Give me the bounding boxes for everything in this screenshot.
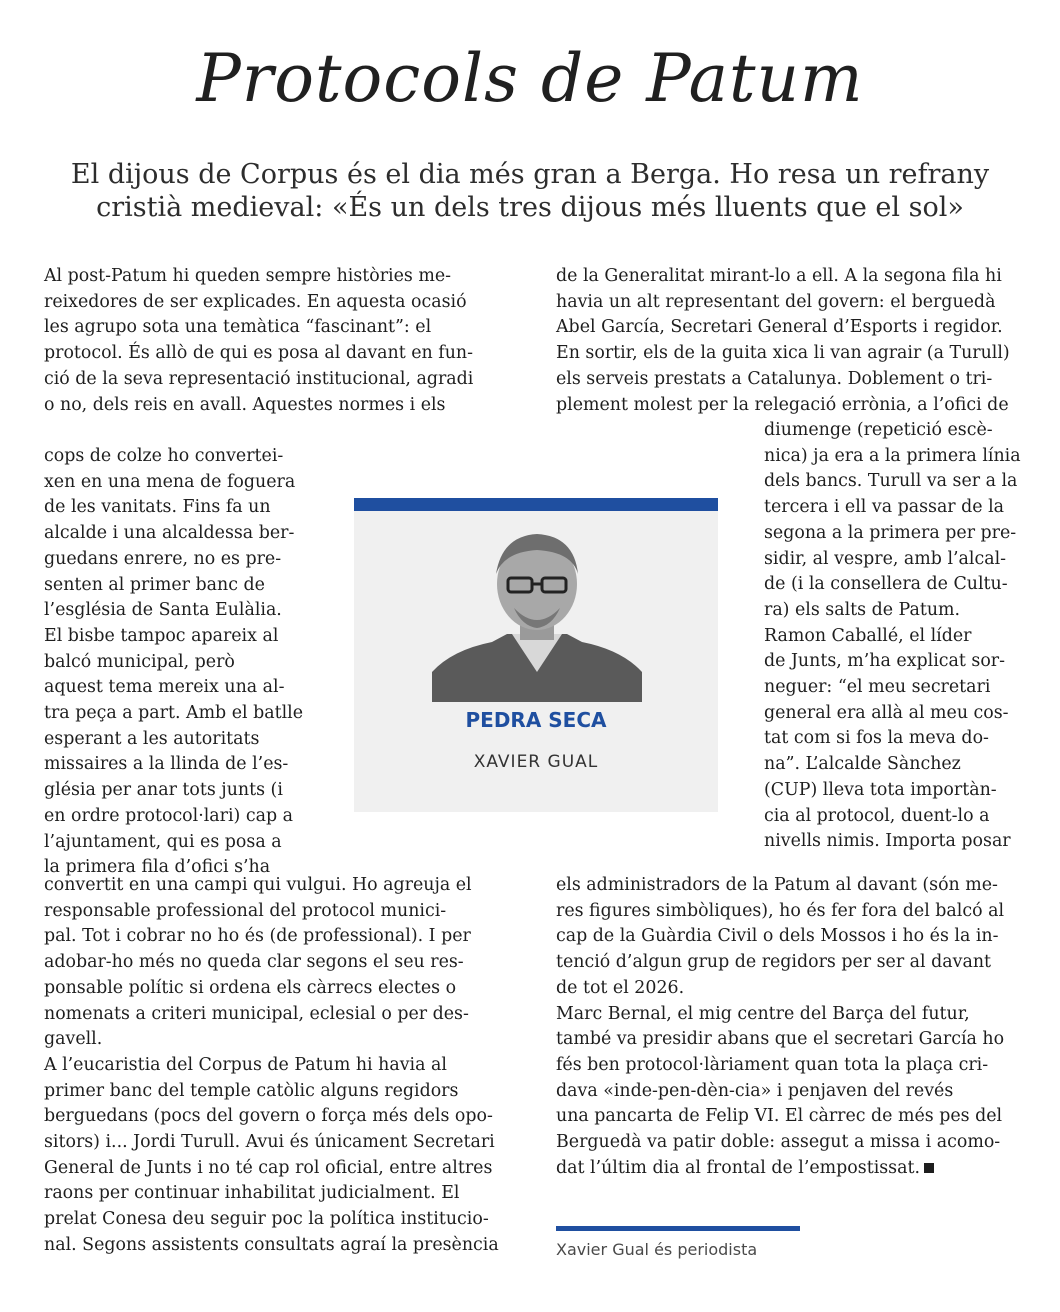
columnist-box xyxy=(354,498,718,812)
text-line: glésia per anar tots junts (i xyxy=(44,780,283,801)
text-line: ponsable polític si ordena els càrrecs electes o xyxy=(44,977,457,998)
text-line: Abel García, Secretari General d’Esports i regidor. xyxy=(556,317,1003,338)
text-line: de Junts, m’ha explicat sor- xyxy=(764,651,1005,672)
text-line: nomenats a criteri municipal, eclesial o per des- xyxy=(44,1003,469,1024)
text-line: tercera i ell va passar de la xyxy=(764,497,1005,518)
text-line: xen en una mena de foguera xyxy=(44,471,296,492)
footer-rule xyxy=(556,1226,800,1231)
text-line: tra peça a part. Amb el batlle xyxy=(44,703,304,724)
text-line: General de Junts i no té cap rol oficial, entre altres xyxy=(44,1157,493,1178)
text-line: sidir, al vespre, amb l’alcal- xyxy=(764,548,1007,569)
text-line: Marc Bernal, el mig centre del Barça del futur, xyxy=(556,1003,970,1024)
text-line: El bisbe tampoc apareix al xyxy=(44,625,279,646)
text-line: nivells nimis. Importa posar xyxy=(764,831,1011,852)
text-line: nal. Segons assistents consultats agraí la presència xyxy=(44,1234,499,1255)
text-line: cia al protocol, duent-lo a xyxy=(764,805,990,826)
text-line: de la Generalitat mirant-lo a ell. A la segona fila hi xyxy=(556,266,1002,286)
text-line: responsable professional del protocol munici- xyxy=(44,900,447,921)
column-2-wrap xyxy=(764,418,1021,855)
text-line: Ramon Caballé, el líder xyxy=(764,625,972,646)
text-line: segona a la primera per pre- xyxy=(764,522,1017,543)
text-line: una pancarta de Felip VI. El càrrec de més pes del xyxy=(556,1106,1003,1127)
column-1-wrap xyxy=(44,444,303,881)
text-line: gavell. xyxy=(44,1029,103,1050)
text-line: convertit en una campi qui vulgui. Ho agreuja el xyxy=(44,875,472,895)
text-line: reixedores de ser explicades. En aquesta ocasió xyxy=(44,291,467,312)
text-line: ra) els salts de Patum. xyxy=(764,599,961,620)
author-note: Xavier Gual és periodista xyxy=(556,1240,758,1259)
text-line: na”. L’alcalde Sànchez xyxy=(764,754,961,775)
text-line: missaires a la llinda de l’es- xyxy=(44,754,289,775)
text-line: de les vanitats. Fins fa un xyxy=(44,497,271,518)
text-line: diumenge (repetició escè- xyxy=(764,420,993,440)
text-line: dels bancs. Turull va ser a la xyxy=(764,471,1018,492)
text-line: havia un alt representant del govern: el berguedà xyxy=(556,291,996,312)
column-1-top xyxy=(44,264,473,418)
text-line: dava «inde-pen-dèn-cia» i penjaven del revés xyxy=(556,1080,954,1101)
text-line: A l’eucaristia del Corpus de Patum hi havia al xyxy=(44,1054,447,1075)
text-line: prelat Conesa deu seguir poc la política institucio- xyxy=(44,1209,489,1230)
text-line: Berguedà va patir doble: assegut a missa i acomo- xyxy=(556,1132,1001,1153)
text-line: primer banc del temple catòlic alguns regidors xyxy=(44,1080,459,1101)
text-line: raons per continuar inhabilitat judicialment. El xyxy=(44,1183,460,1204)
text-line: cap de la Guàrdia Civil o dels Mossos i ho és la in- xyxy=(556,926,999,947)
text-line: guedans enrere, no es pre- xyxy=(44,548,282,569)
text-line: la primera fila d’ofici s’ha xyxy=(44,857,271,878)
text-line: cops de colze ho convertei- xyxy=(44,446,284,466)
text-line: (CUP) lleva tota importàn- xyxy=(764,779,997,800)
text-line: ció de la seva representació institucional, agradi xyxy=(44,368,474,389)
text-line: o no, dels reis en avall. Aquestes normes i els xyxy=(44,394,446,415)
text-line: dat l’últim dia al frontal de l’empostissat. xyxy=(556,1156,1004,1182)
text-line: tenció d’algun grup de regidors per ser al davant xyxy=(556,952,992,973)
text-line: pal. Tot i cobrar no ho és (de professional). I per xyxy=(44,926,471,947)
subtitle xyxy=(60,158,1000,224)
subtitle-line: El dijous de Corpus és el dia més gran a Berga. Ho resa un refrany xyxy=(70,159,990,190)
headline: Protocols de Patum xyxy=(196,40,864,117)
text-line: senten al primer banc de xyxy=(44,574,265,595)
text-line: berguedans (pocs del govern o força més dels opo- xyxy=(44,1106,493,1127)
box-accent-bar xyxy=(354,498,718,511)
text-line: de tot el 2026. xyxy=(556,977,685,998)
text-line: tat com si fos la meva do- xyxy=(764,728,989,749)
text-line: plement molest per la relegació errònia, a l’ofici de xyxy=(556,394,1009,415)
text-line: l’església de Santa Eulàlia. xyxy=(44,600,282,621)
column-2-bottom xyxy=(556,873,1004,1181)
text-line: adobar-ho més no queda clar segons el seu res- xyxy=(44,952,464,973)
text-line: Al post-Patum hi queden sempre històries me- xyxy=(44,266,451,286)
text-line: fés ben protocol·làriament quan tota la plaça cri- xyxy=(556,1054,989,1075)
end-mark-icon xyxy=(924,1163,934,1173)
text-line: aquest tema mereix una al- xyxy=(44,677,285,698)
text-line: en ordre protocol·lari) cap a xyxy=(44,805,293,826)
text-line: els administradors de la Patum al davant (són me- xyxy=(556,875,998,895)
text-line: sitors) i... Jordi Turull. Avui és únicament Secretari xyxy=(44,1132,495,1153)
text-line: balcó municipal, però xyxy=(44,651,235,672)
text-line: els serveis prestats a Catalunya. Doblement o tri- xyxy=(556,368,993,389)
text-line: esperant a les autoritats xyxy=(44,728,260,749)
text-line: l’ajuntament, qui es posa a xyxy=(44,831,282,852)
author-byline: XAVIER GUAL xyxy=(473,752,599,772)
text-line: En sortir, els de la guita xica li van agrair (a Turull) xyxy=(556,343,1010,364)
text-line: neguer: “el meu secretari xyxy=(764,677,991,698)
column-1-bottom xyxy=(44,873,499,1259)
subtitle-line: cristià medieval: «És un dels tres dijous més lluents que el sol» xyxy=(96,192,964,223)
author-portrait xyxy=(432,522,642,702)
text-line: les agrupo sota una temàtica “fascinant”: el xyxy=(44,317,432,338)
text-line: res figures simbòliques), ho és fer fora del balcó al xyxy=(556,900,1005,921)
text-line: general era allà al meu cos- xyxy=(764,702,1009,723)
text-line: protocol. És allò de qui es posa al davant en fun- xyxy=(44,343,473,364)
column-2-top xyxy=(556,264,1010,418)
column-kicker: PEDRA SECA xyxy=(465,708,607,732)
text-line: alcalde i una alcaldessa ber- xyxy=(44,523,295,544)
text-line: nica) ja era a la primera línia xyxy=(764,445,1021,466)
text-line: també va presidir abans que el secretari García ho xyxy=(556,1029,1005,1050)
text-line: de (i la consellera de Cultu- xyxy=(764,574,1008,595)
